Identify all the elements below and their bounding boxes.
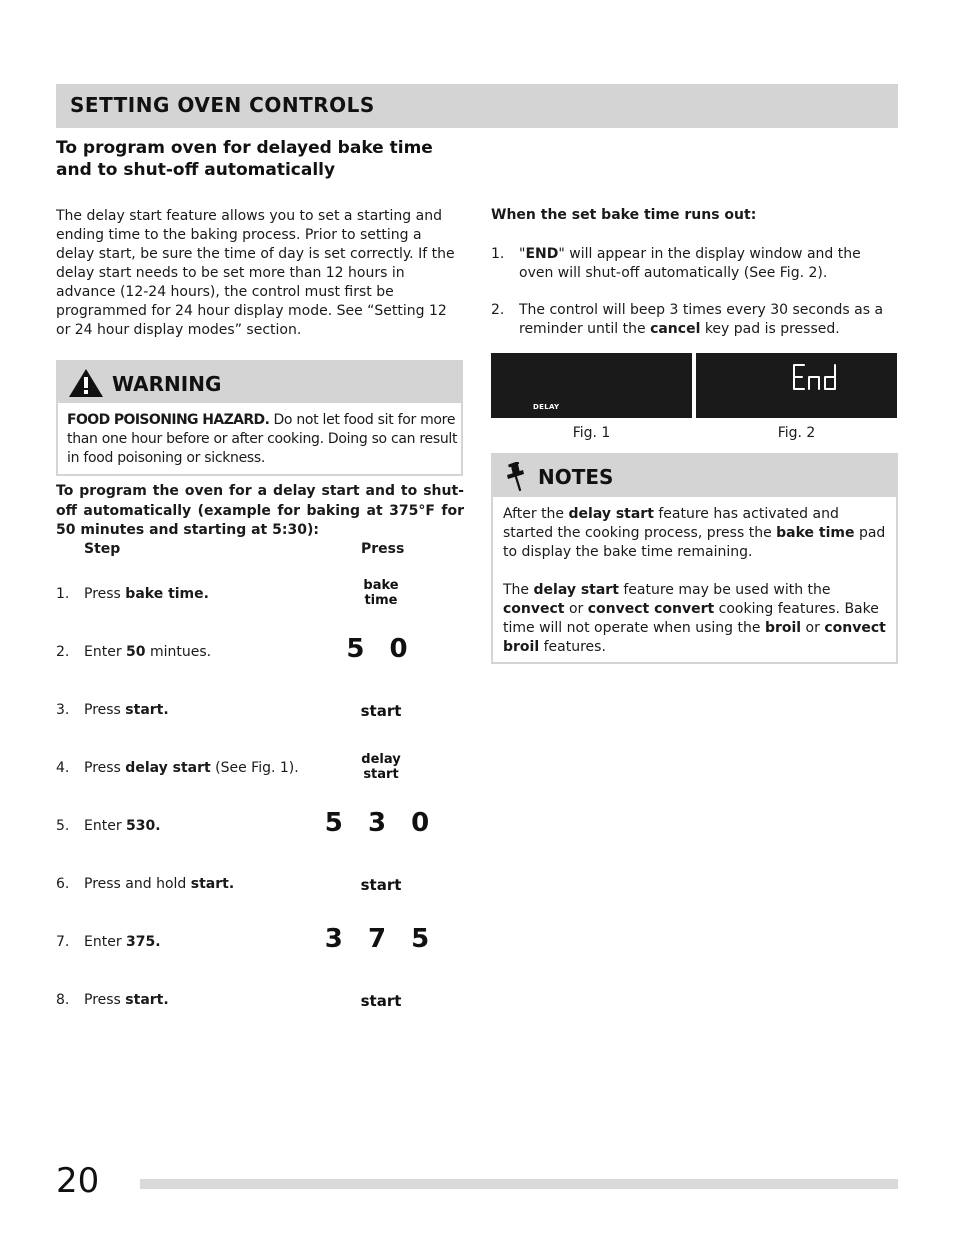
notes-header (493, 455, 896, 497)
step-number: 7. (56, 934, 70, 950)
step-text: Press start. (84, 702, 169, 718)
warning-body (58, 403, 461, 468)
warning-box (56, 360, 463, 476)
step-number: 2. (56, 644, 70, 660)
number-keys-530: 5 3 0 (324, 808, 438, 838)
list-item: 1. "END" will appear in the display window and the oven will shut-off automatically (See Fig. 2). (491, 245, 891, 285)
number-keys-50: 5 0 (346, 634, 416, 664)
step-text: Press start. (84, 992, 169, 1008)
fig2-display (696, 353, 897, 418)
step-row (56, 634, 466, 674)
notes-paragraph: After the delay start feature has activated and started the cooking process, press the bake time pad to display the bake time remaining. (503, 506, 886, 560)
list-item-text: "END" will appear in the display window and the oven will shut-off automatically (See Fig. 2). (519, 246, 861, 281)
step-row (56, 692, 466, 732)
warning-triangle-icon (68, 368, 104, 398)
step-column-header: Step (84, 541, 121, 557)
step-number: 6. (56, 876, 70, 892)
bake-time-key: bake time (363, 578, 399, 608)
intro-paragraph: The delay start feature allows you to set a starting and ending time to the baking process. Prior to setting a delay start, be sure the time of day is set correctly. If the delay start needs to be set more than 12 hours in advance (12-24 hours), the control must first be programmed for 24 hour display mode. See “Setting 12 or 24 hour display modes” section. (56, 208, 455, 338)
notes-label: NOTES (538, 465, 614, 489)
step-text: Enter 375. (84, 934, 161, 950)
step-text: Enter 530. (84, 818, 161, 834)
warning-label: WARNING (112, 372, 222, 396)
step-number: 8. (56, 992, 70, 1008)
step-row (56, 576, 466, 616)
step-text: Enter 50 mintues. (84, 644, 212, 660)
step-text: Press delay start (See Fig. 1). (84, 760, 299, 776)
delay-indicator: DELAY (533, 403, 560, 411)
hazard-text: Do not let food sit for more than one hour before or after cooking. Doing so can result in food poisoning or sickness. (67, 412, 458, 466)
start-key: start (360, 702, 402, 720)
bake-time-runs-out-heading: When the set bake time runs out: (491, 207, 757, 223)
fig2-caption: Fig. 2 (777, 425, 816, 441)
hazard-title: FOOD POISONING HAZARD. (67, 412, 270, 428)
program-intro: To program the oven for a delay start and to shut-off automatically (example for baking at 375°F for 50 minutes and starting at 5:30): (56, 483, 464, 538)
step-text: Press bake time. (84, 586, 209, 602)
step-number: 3. (56, 702, 70, 718)
start-key: start (360, 876, 402, 894)
step-row (56, 982, 466, 1022)
fig1-display (491, 353, 692, 418)
notes-box (491, 453, 898, 664)
warning-header (58, 362, 461, 403)
list-item: 2. The control will beep 3 times every 30 seconds as a reminder until the cancel key pad is pressed. (491, 301, 891, 341)
list-item-text: The control will beep 3 times every 30 seconds as a reminder until the cancel key pad is pressed. (519, 302, 884, 337)
subheading: To program oven for delayed bake time and to shut-off automatically (56, 138, 433, 180)
number-keys-375: 3 7 5 (324, 924, 438, 954)
footer-rule (140, 1179, 898, 1189)
page-number: 20 (56, 1161, 100, 1201)
section-title: SETTING OVEN CONTROLS (70, 93, 375, 117)
start-key: start (360, 992, 402, 1010)
fig1-caption: Fig. 1 (572, 425, 611, 441)
end-segment-readout (792, 363, 842, 393)
step-row (56, 808, 466, 848)
step-row (56, 866, 466, 906)
step-row (56, 924, 466, 964)
step-row (56, 750, 466, 790)
step-number: 5. (56, 818, 70, 834)
notes-body (493, 497, 896, 657)
delay-start-key: delay start (361, 752, 401, 782)
pushpin-icon (505, 462, 527, 492)
step-number: 1. (56, 586, 70, 602)
press-column-header: Press (361, 541, 405, 557)
step-number: 4. (56, 760, 70, 776)
section-header-bar (56, 84, 898, 128)
step-text: Press and hold start. (84, 876, 235, 892)
notes-paragraph: The delay start feature may be used with the convect or convect convert cooking features. Bake time will not operate when using the broil or convect broil features. (503, 582, 886, 655)
